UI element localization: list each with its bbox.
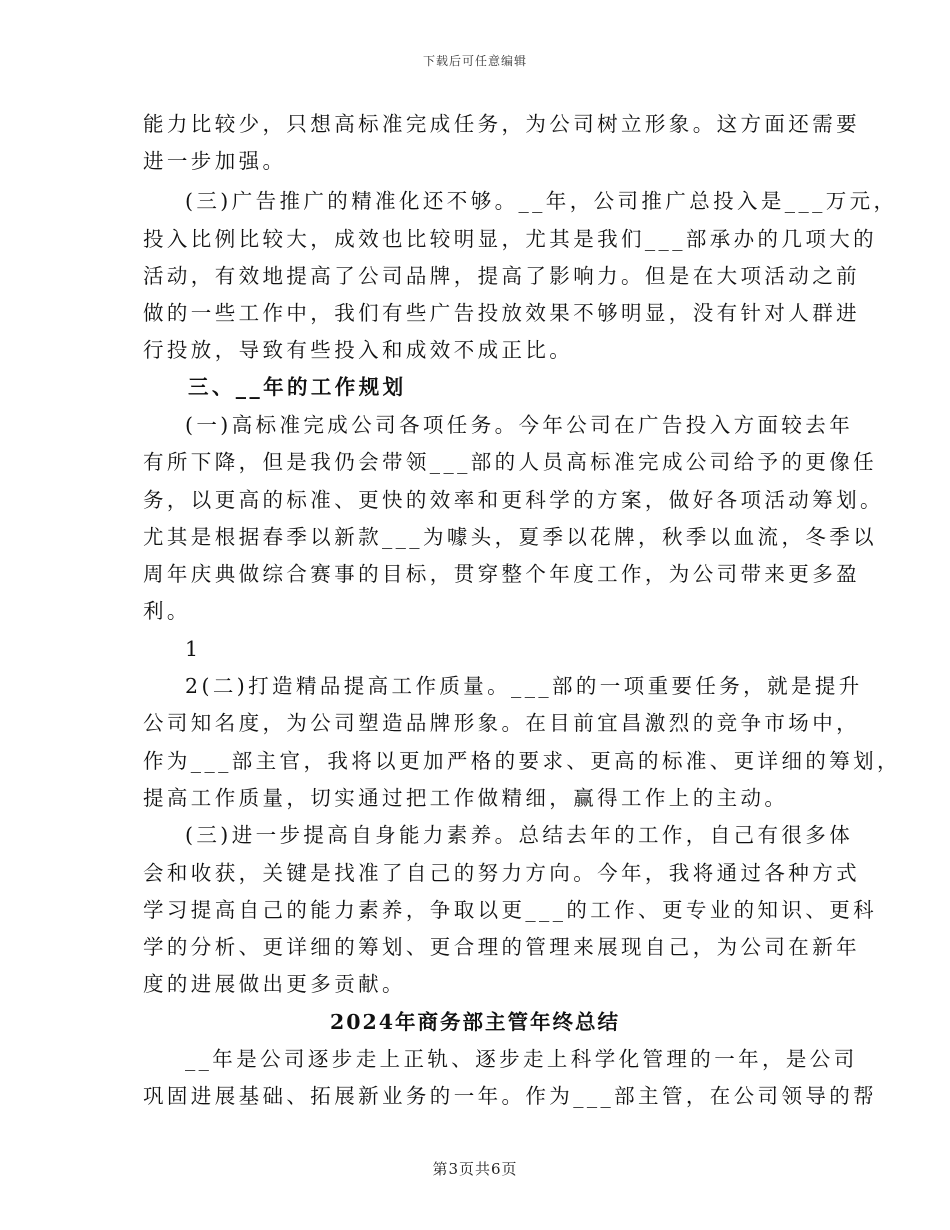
document-title: 2024年商务部主管年终总结	[329, 1010, 621, 1034]
paragraph-line: 务，以更高的标准、更快的效率和更科学的方案，做好各项活动筹划。	[143, 488, 884, 512]
paragraph-line: 会和收获，关键是找准了自己的努力方向。今年，我将通过各种方式	[143, 861, 860, 885]
section-heading: 三、__年的工作规划	[188, 375, 407, 399]
paragraph-line: 公司知名度，为公司塑造品牌形象。在目前宜昌激烈的竞争市场中，	[143, 711, 860, 735]
paragraph-line: (三)广告推广的精准化还不够。__年，公司推广总投入是___万元，	[185, 189, 898, 213]
paragraph-line: 提高工作质量，切实通过把工作做精细，赢得工作上的主动。	[143, 786, 789, 810]
paragraph-line: 尤其是根据春季以新款___为噱头，夏季以花牌，秋季以血流，冬季以	[143, 525, 878, 549]
paragraph-line: 2(二)打造精品提高工作质量。___部的一项重要任务，就是提升	[185, 674, 863, 698]
paragraph-line: 投入比例比较大，成效也比较明显，尤其是我们___部承办的几项大的	[143, 227, 878, 251]
paragraph-line: 学习提高自己的能力素养，争取以更___的工作、更专业的知识、更科	[143, 898, 878, 922]
paragraph-line: 周年庆典做综合赛事的目标，贯穿整个年度工作，为公司带来更多盈	[143, 562, 860, 586]
paragraph-line: 进一步加强。	[143, 149, 287, 173]
paragraph-line: 度的进展做出更多贡献。	[143, 972, 406, 996]
page-footer: 第3页共6页	[432, 1160, 518, 1178]
page-marker: 1	[185, 637, 202, 661]
paragraph-line: 有所下降，但是我仍会带领___部的人员高标准完成公司给予的更像任	[143, 450, 878, 474]
paragraph-line: (三)进一步提高自身能力素养。总结去年的工作，自己有很多体	[185, 823, 854, 847]
paragraph-line: 活动，有效地提高了公司品牌，提高了影响力。但是在大项活动之前	[143, 264, 860, 288]
paragraph-line: (一)高标准完成公司各项任务。今年公司在广告投入方面较去年	[185, 413, 854, 437]
paragraph-line: 行投放，导致有些投入和成效不成正比。	[143, 338, 574, 362]
paragraph-line: 巩固进展基础、拓展新业务的一年。作为___部主管，在公司领导的帮	[143, 1084, 878, 1108]
page-header: 下载后可任意编辑	[422, 54, 527, 68]
paragraph-line: __年是公司逐步走上正轨、逐步走上科学化管理的一年，是公司	[185, 1047, 858, 1071]
paragraph-line: 做的一些工作中，我们有些广告投放效果不够明显，没有针对人群进	[143, 301, 860, 325]
paragraph-line: 利。	[143, 599, 191, 623]
paragraph-line: 学的分析、更详细的筹划、更合理的管理来展现自己，为公司在新年	[143, 935, 860, 959]
paragraph-line: 作为___部主官，我将以更加严格的要求、更高的标准、更详细的筹划，	[143, 749, 901, 773]
paragraph-line: 能力比较少，只想高标准完成任务，为公司树立形象。这方面还需要	[143, 112, 860, 136]
